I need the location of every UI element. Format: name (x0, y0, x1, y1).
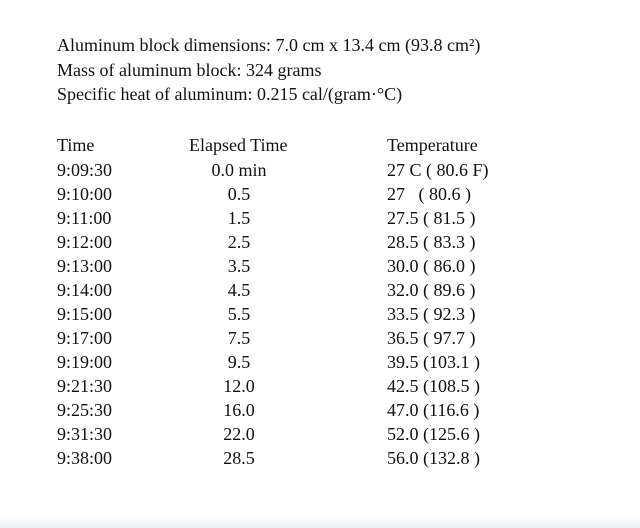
column-header-elapsed-time: Elapsed Time (189, 135, 288, 155)
time-cell: 9:25:30 (57, 400, 113, 420)
time-cell: 9:14:00 (57, 280, 113, 300)
elapsed-time-cell: 5.5 (227, 304, 251, 324)
elapsed-time-cell: 9.5 (227, 352, 251, 372)
elapsed-time-cell: 7.5 (227, 328, 251, 348)
table-row (0, 446, 640, 470)
table-row (0, 398, 640, 422)
block-dimensions-line: Aluminum block dimensions: 7.0 cm x 13.4 cm (93.8 cm²) (57, 35, 481, 55)
temperature-cell: 39.5 (103.1 ) (387, 352, 480, 372)
time-cell: 9:15:00 (57, 304, 113, 324)
time-cell: 9:21:30 (57, 376, 113, 396)
elapsed-time-cell: 3.5 (227, 256, 251, 276)
temperature-cell: 52.0 (125.6 ) (387, 424, 480, 444)
time-cell: 9:13:00 (57, 256, 113, 276)
temperature-cell: 27.5 ( 81.5 ) (387, 208, 476, 228)
temperature-cell: 42.5 (108.5 ) (387, 376, 480, 396)
table-row (0, 230, 640, 254)
temperature-cell: 27 C ( 80.6 F) (387, 160, 489, 180)
elapsed-time-cell: 28.5 (223, 448, 255, 468)
elapsed-time-cell: 1.5 (227, 208, 251, 228)
column-header-temperature: Temperature (387, 135, 478, 155)
table-row (0, 278, 640, 302)
time-cell: 9:12:00 (57, 232, 113, 252)
table-row (0, 302, 640, 326)
temperature-cell: 30.0 ( 86.0 ) (387, 256, 476, 276)
time-cell: 9:19:00 (57, 352, 113, 372)
block-mass-line: Mass of aluminum block: 324 grams (57, 60, 322, 80)
measurement-table (0, 158, 640, 470)
temperature-cell: 28.5 ( 83.3 ) (387, 232, 476, 252)
time-cell: 9:38:00 (57, 448, 113, 468)
time-cell: 9:17:00 (57, 328, 113, 348)
temperature-cell: 32.0 ( 89.6 ) (387, 280, 476, 300)
table-row (0, 374, 640, 398)
table-row (0, 422, 640, 446)
table-row (0, 254, 640, 278)
specific-heat-line: Specific heat of aluminum: 0.215 cal/(gram·°C) (57, 84, 403, 104)
table-row (0, 158, 640, 182)
temperature-cell: 36.5 ( 97.7 ) (387, 328, 476, 348)
elapsed-time-cell: 22.0 (223, 424, 255, 444)
temperature-cell: 27 ( 80.6 ) (387, 184, 471, 204)
temperature-cell: 47.0 (116.6 ) (387, 400, 480, 420)
elapsed-time-cell: 16.0 (223, 400, 255, 420)
elapsed-time-cell: 12.0 (223, 376, 255, 396)
elapsed-time-cell: 2.5 (227, 232, 251, 252)
table-row (0, 350, 640, 374)
table-row (0, 326, 640, 350)
time-cell: 9:31:30 (57, 424, 113, 444)
column-header-time: Time (57, 135, 95, 155)
elapsed-time-cell: 4.5 (227, 280, 251, 300)
scan-edge (0, 516, 640, 528)
time-cell: 9:09:30 (57, 160, 113, 180)
elapsed-time-cell: 0.0 min (211, 160, 267, 180)
table-row (0, 206, 640, 230)
table-row (0, 182, 640, 206)
time-cell: 9:10:00 (57, 184, 113, 204)
temperature-cell: 33.5 ( 92.3 ) (387, 304, 476, 324)
temperature-cell: 56.0 (132.8 ) (387, 448, 480, 468)
time-cell: 9:11:00 (57, 208, 112, 228)
elapsed-time-cell: 0.5 (227, 184, 251, 204)
